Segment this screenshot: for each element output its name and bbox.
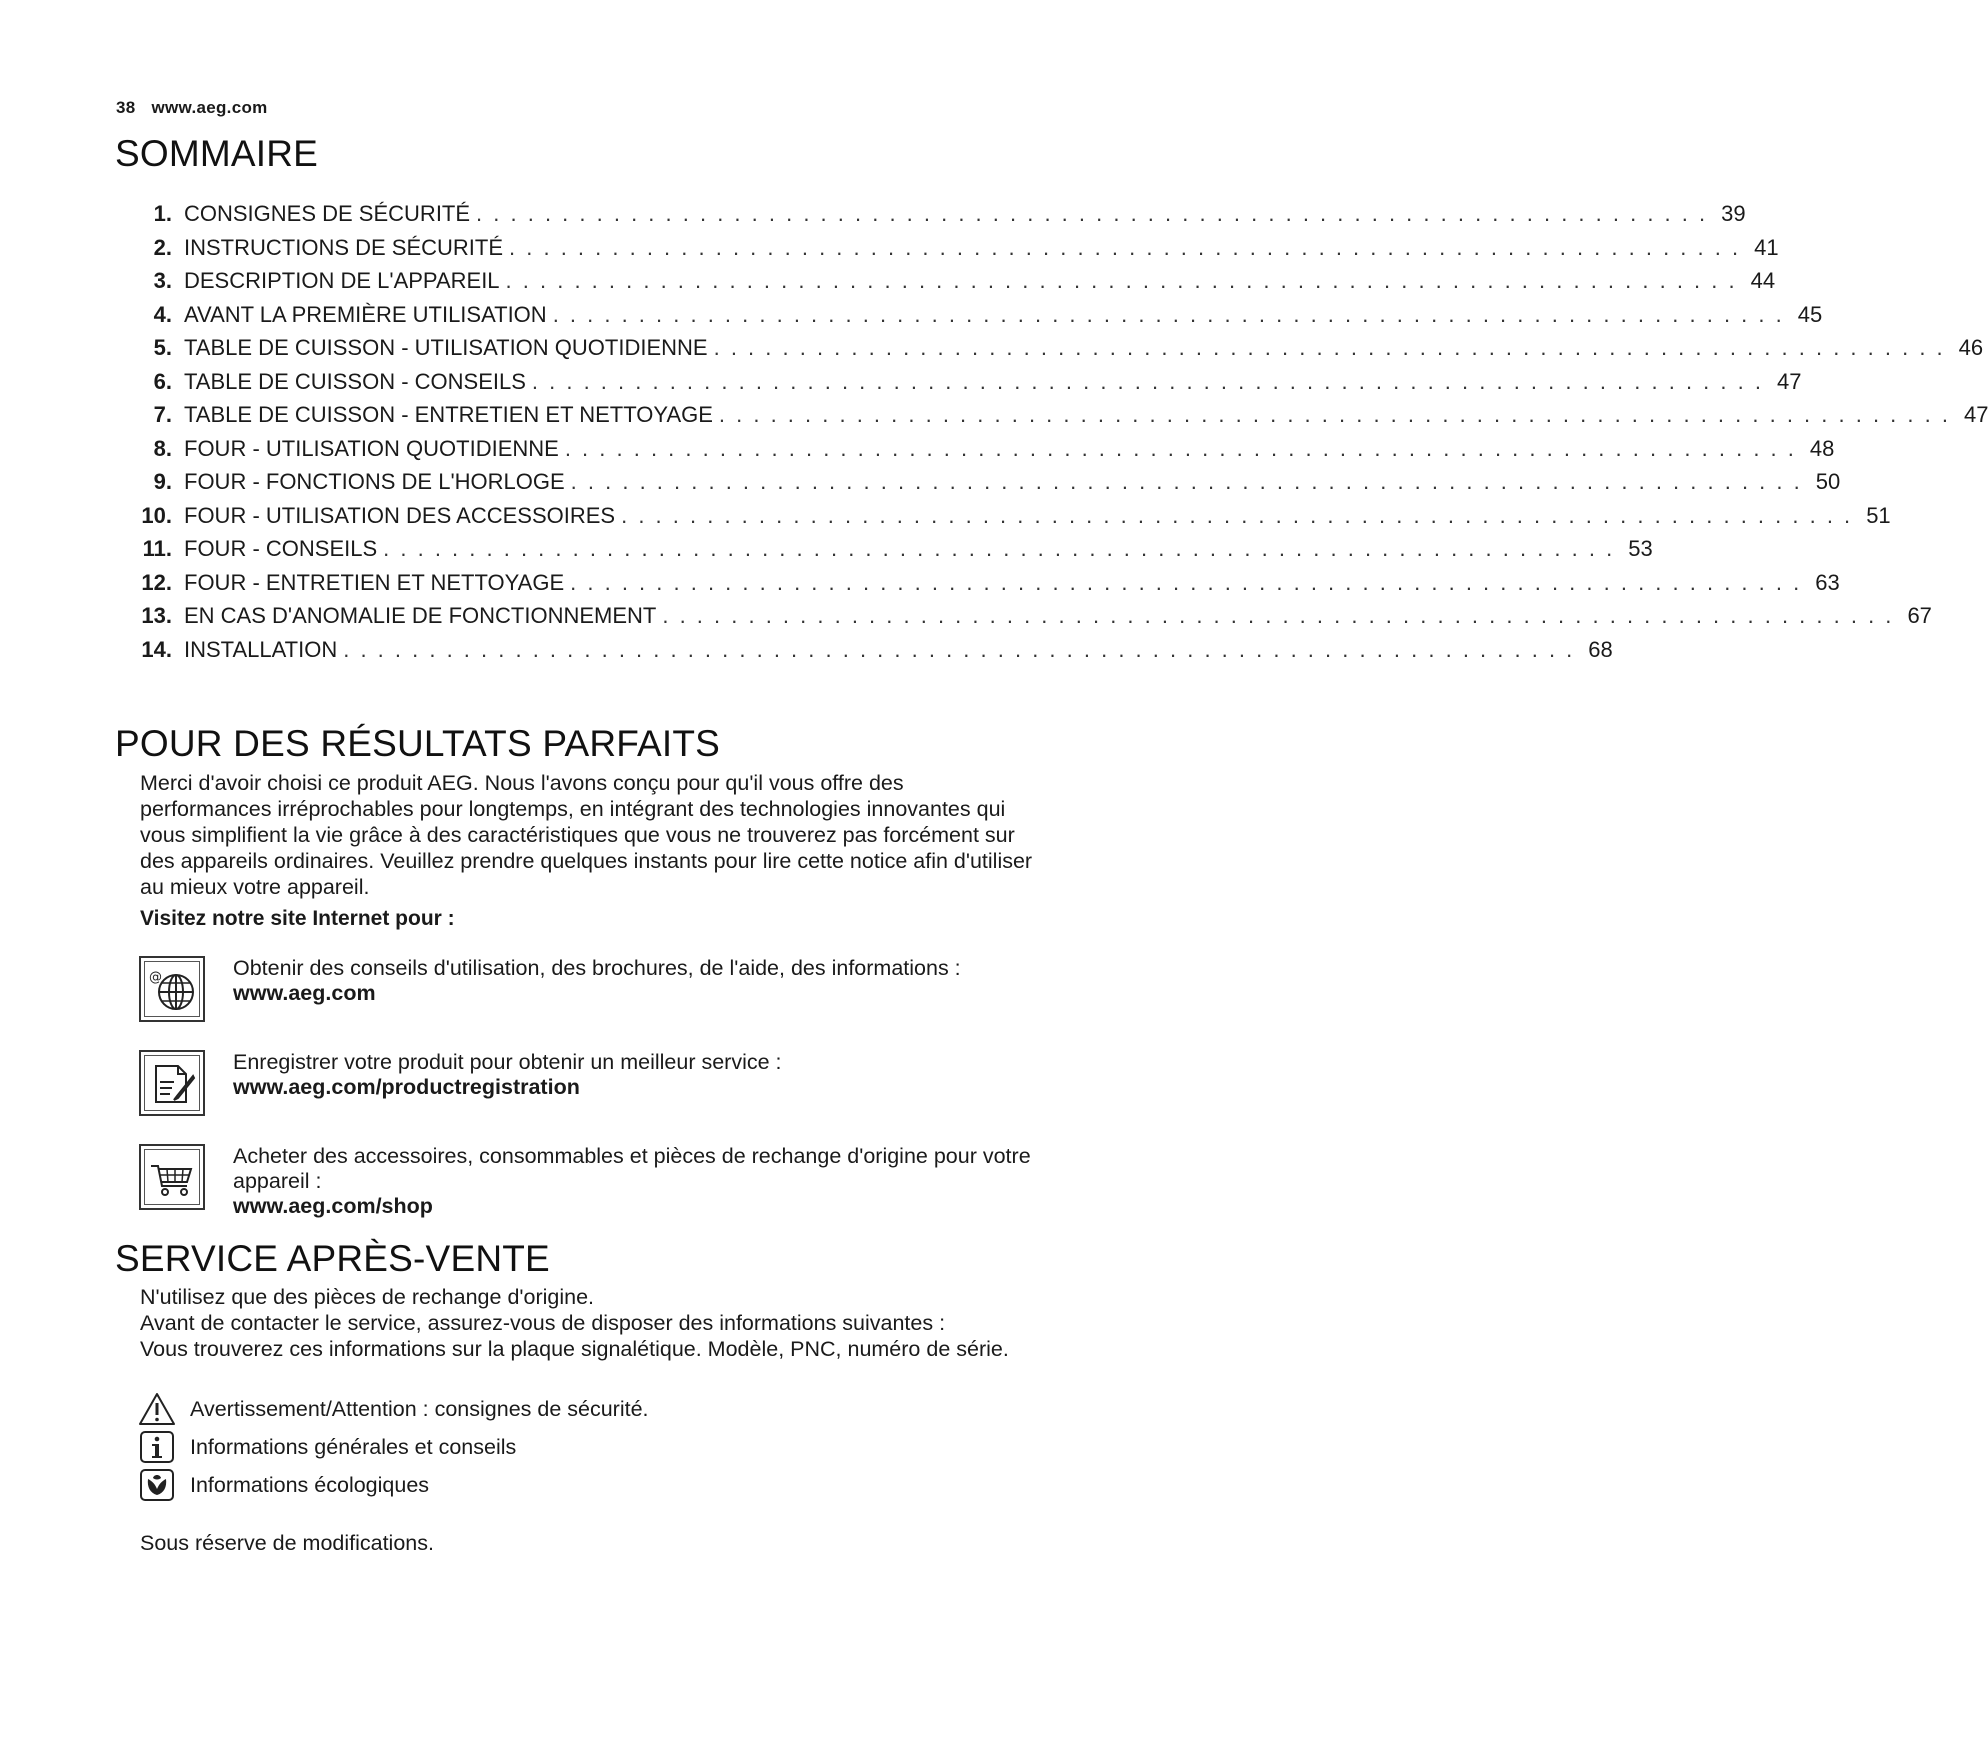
product-registration-text (233, 1050, 1133, 1100)
warning-triangle-icon (138, 1392, 176, 1426)
sommaire-title: SOMMAIRE (115, 133, 319, 174)
toc-number: 2. (153, 234, 172, 260)
website-info-text (233, 956, 1133, 1006)
legend-warning (138, 1391, 649, 1427)
registration-form-icon (139, 1050, 205, 1116)
intro-line: des appareils ordinaires. Veuillez prendre quelques instants pour lire cette notice afin d'utiliser (140, 849, 1033, 873)
info-icon (138, 1430, 176, 1464)
website-link[interactable]: www.aeg.com (233, 981, 376, 1005)
toc-row (120, 197, 1746, 231)
toc-title: TABLE DE CUISSON - CONSEILS (184, 368, 526, 394)
shop-text (233, 1144, 1133, 1219)
product-registration-line: Enregistrer votre produit pour obtenir un meilleur service : (233, 1050, 782, 1074)
shop-item (139, 1144, 1139, 1218)
eco-leaf-icon (138, 1468, 176, 1502)
shopping-cart-icon (139, 1144, 205, 1210)
toc-number: 12. (141, 569, 172, 595)
toc-row (120, 231, 1779, 265)
toc-row (120, 365, 1802, 399)
legend-info (138, 1429, 516, 1465)
toc-row (120, 633, 1613, 667)
service-title: SERVICE APRÈS-VENTE (115, 1238, 550, 1279)
toc-page: 39 (1721, 201, 1746, 226)
toc-row (120, 599, 1932, 633)
legend-eco (138, 1467, 429, 1503)
service-line: Vous trouverez ces informations sur la plaque signalétique. Modèle, PNC, numéro de série. (140, 1337, 1009, 1361)
intro-line: vous simplifient la vie grâce à des caractéristiques que vous ne trouverez pas forcément sur (140, 823, 1015, 847)
toc-page: 45 (1797, 301, 1823, 327)
toc-title: EN CAS D'ANOMALIE DE FONCTIONNEMENT (184, 603, 657, 628)
toc-dots: . . . . . . . . . . . . . . . . . . . . . . . . . . . . . . . . . . . . . . . . . . . . . . . . . . . . . . . . . . . . . . . . . . . . . . . . (552, 301, 1785, 327)
toc-row (120, 432, 1835, 466)
legend-eco-text: Informations écologiques (190, 1472, 430, 1497)
shop-line: Acheter des accessoires, consommables et pièces de rechange d'origine pour votre (233, 1144, 1031, 1168)
toc-dots: . . . . . . . . . . . . . . . . . . . . . . . . . . . . . . . . . . . . . . . . . . . . . . . . . . . . . . . . . . . . . . . . . . . . . . . . (621, 502, 1853, 528)
toc-title: FOUR - UTILISATION QUOTIDIENNE (184, 435, 559, 461)
footnote: Sous réserve de modifications. (140, 1531, 434, 1555)
toc-title: CONSIGNES DE SÉCURITÉ (184, 201, 471, 226)
toc-dots: . . . . . . . . . . . . . . . . . . . . . . . . . . . . . . . . . . . . . . . . . . . . . . . . . . . . . . . . . . . . . . . . . . . . . . . . (713, 335, 1946, 360)
toc-number: 7. (153, 402, 172, 427)
website-info-item (139, 956, 1139, 1026)
toc-number: 10. (141, 502, 172, 528)
website-info-line: Obtenir des conseils d'utilisation, des brochures, de l'aide, des informations : (233, 956, 961, 980)
page-header (116, 98, 268, 118)
legend-warning-text: Avertissement/Attention : consignes de sécurité. (190, 1396, 649, 1421)
toc-page: 47 (1963, 402, 1988, 427)
toc-number: 3. (153, 268, 172, 293)
toc-number: 1. (153, 201, 172, 226)
toc-dots: . . . . . . . . . . . . . . . . . . . . . . . . . . . . . . . . . . . . . . . . . . . . . . . . . . . . . . . . . . . . . . . . . . . . . . . . (531, 368, 1764, 394)
toc-number: 4. (153, 301, 172, 327)
intro-line: au mieux votre appareil. (140, 875, 370, 899)
shop-link[interactable]: www.aeg.com/shop (233, 1194, 433, 1218)
intro-line: performances irréprochables pour longtemps, en intégrant des technologies innovantes qui (140, 797, 1006, 821)
toc-dots: . . . . . . . . . . . . . . . . . . . . . . . . . . . . . . . . . . . . . . . . . . . . . . . . . . . . . . . . . . . . . . . . . . . . . . . . (383, 536, 1615, 561)
toc-page: 47 (1776, 368, 1802, 394)
toc-page: 53 (1628, 536, 1653, 561)
visit-label: Visitez notre site Internet pour : (140, 907, 455, 930)
globe-at-icon (139, 956, 205, 1022)
toc-dots: . . . . . . . . . . . . . . . . . . . . . . . . . . . . . . . . . . . . . . . . . . . . . . . . . . . . . . . . . . . . . . . . . . . . . . . . (662, 603, 1894, 628)
toc-number: 14. (141, 636, 172, 662)
toc-page: 51 (1866, 502, 1891, 528)
toc-page: 63 (1815, 569, 1840, 595)
toc-row (120, 532, 1653, 566)
toc-row (120, 331, 1984, 365)
toc-dots: . . . . . . . . . . . . . . . . . . . . . . . . . . . . . . . . . . . . . . . . . . . . . . . . . . . . . . . . . . . . . . . . . . . . . . . . (509, 234, 1741, 260)
toc-number: 13. (141, 603, 172, 628)
toc-title: INSTRUCTIONS DE SÉCURITÉ (184, 234, 504, 260)
intro-line: Merci d'avoir choisi ce produit AEG. Nous l'avons conçu pour qu'il vous offre des (140, 771, 904, 795)
service-line: Avant de contacter le service, assurez-vous de disposer des informations suivantes : (140, 1311, 946, 1335)
service-line: N'utilisez que des pièces de rechange d'origine. (140, 1285, 595, 1309)
toc-number: 6. (153, 368, 172, 394)
table-of-contents (120, 197, 1988, 666)
toc-number: 8. (153, 435, 172, 461)
page-number: 38 (116, 98, 136, 117)
toc-number: 9. (153, 469, 172, 494)
intro-paragraph (140, 770, 1140, 900)
toc-page: 50 (1815, 469, 1841, 494)
toc-title: FOUR - UTILISATION DES ACCESSOIRES (184, 502, 616, 528)
toc-title: TABLE DE CUISSON - ENTRETIEN ET NETTOYAGE (184, 402, 713, 427)
toc-dots: . . . . . . . . . . . . . . . . . . . . . . . . . . . . . . . . . . . . . . . . . . . . . . . . . . . . . . . . . . . . . . . . . . . . . . . . (343, 636, 1575, 662)
service-paragraph (140, 1284, 1140, 1362)
toc-number: 5. (153, 335, 172, 360)
toc-row (120, 465, 1841, 499)
legend-info-text: Informations générales et conseils (190, 1434, 517, 1459)
product-registration-link[interactable]: www.aeg.com/productregistration (233, 1075, 580, 1099)
toc-page: 68 (1588, 636, 1613, 662)
toc-row (120, 298, 1823, 332)
toc-page: 48 (1809, 435, 1835, 461)
product-registration-item (139, 1050, 1139, 1120)
toc-title: AVANT LA PREMIÈRE UTILISATION (184, 301, 547, 327)
toc-page: 67 (1907, 603, 1932, 628)
toc-row (120, 499, 1891, 533)
toc-title: FOUR - FONCTIONS DE L'HORLOGE (184, 469, 565, 494)
toc-page: 44 (1750, 268, 1776, 293)
toc-page: 46 (1958, 335, 1984, 360)
toc-dots: . . . . . . . . . . . . . . . . . . . . . . . . . . . . . . . . . . . . . . . . . . . . . . . . . . . . . . . . . . . . . . . . . . . . . . . . (718, 402, 1951, 427)
toc-dots: . . . . . . . . . . . . . . . . . . . . . . . . . . . . . . . . . . . . . . . . . . . . . . . . . . . . . . . . . . . . . . . . . . . . . . . . (476, 201, 1708, 226)
toc-dots: . . . . . . . . . . . . . . . . . . . . . . . . . . . . . . . . . . . . . . . . . . . . . . . . . . . . . . . . . . . . . . . . . . . . . . . . (570, 569, 1802, 595)
resultats-title: POUR DES RÉSULTATS PARFAITS (115, 723, 721, 764)
toc-row (120, 566, 1840, 600)
toc-number: 11. (142, 536, 172, 561)
toc-title: FOUR - CONSEILS (184, 536, 378, 561)
toc-dots: . . . . . . . . . . . . . . . . . . . . . . . . . . . . . . . . . . . . . . . . . . . . . . . . . . . . . . . . . . . . . . . . . . . . . . . . (570, 469, 1803, 494)
toc-title: DESCRIPTION DE L'APPAREIL (184, 268, 500, 293)
svg-text:@: @ (149, 970, 162, 985)
toc-title: TABLE DE CUISSON - UTILISATION QUOTIDIENNE (184, 335, 708, 360)
toc-page: 41 (1754, 234, 1779, 260)
toc-title: FOUR - ENTRETIEN ET NETTOYAGE (184, 569, 565, 595)
toc-row (120, 398, 1988, 432)
header-site: www.aeg.com (151, 98, 268, 117)
toc-dots: . . . . . . . . . . . . . . . . . . . . . . . . . . . . . . . . . . . . . . . . . . . . . . . . . . . . . . . . . . . . . . . . . . . . . . . . (564, 435, 1797, 461)
toc-row (120, 264, 1776, 298)
toc-dots: . . . . . . . . . . . . . . . . . . . . . . . . . . . . . . . . . . . . . . . . . . . . . . . . . . . . . . . . . . . . . . . . . . . . . . . . (505, 268, 1738, 293)
shop-line: appareil : (233, 1169, 322, 1193)
toc-title: INSTALLATION (184, 636, 338, 662)
